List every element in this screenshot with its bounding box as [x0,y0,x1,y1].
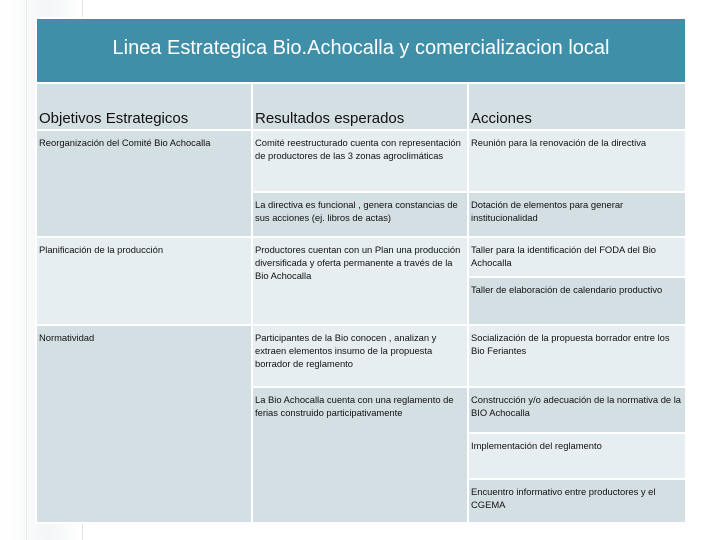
accion-cell: Socialización de la propuesta borrador entre los Bio Feriantes [468,325,686,387]
objetivo-cell: Reorganización del Comité Bio Achocalla [36,130,252,237]
resultado-cell: La Bio Achocalla cuenta con una reglamento de ferias construido participativamente [252,387,468,523]
resultado-cell: La directiva es funcional , genera constancias de sus acciones (ej. libros de actas) [252,192,468,237]
objetivo-cell: Planificación de la producción [36,237,252,325]
slide-title: Linea Estrategica Bio.Achocalla y comercializacion local [36,18,686,83]
header-objetivos: Objetivos Estrategicos [36,83,252,130]
strategy-table [35,17,687,524]
resultado-cell: Comité reestructurado cuenta con representación de productores de las 3 zonas agroclimáticas [252,130,468,192]
table-row [36,130,686,192]
accion-cell: Dotación de elementos para generar institucionalidad [468,192,686,237]
header-row [36,83,686,130]
accion-cell: Encuentro informativo entre productores y el CGEMA [468,479,686,523]
title-row [36,18,686,83]
accion-cell: Reunión para la renovación de la directiva [468,130,686,192]
accion-cell: Taller de elaboración de calendario productivo [468,277,686,325]
accion-cell: Taller para la identificación del FODA del Bio Achocalla [468,237,686,277]
accion-cell: Implementación del reglamento [468,433,686,479]
header-acciones: Acciones [468,83,686,130]
resultado-cell: Participantes de la Bio conocen , analizan y extraen elementos insumo de la propuesta borrador de reglamento [252,325,468,387]
table-row [36,237,686,277]
table-row [36,325,686,387]
slide-decoration-line [26,0,27,540]
accion-cell: Construcción y/o adecuación de la normativa de la BIO Achocalla [468,387,686,433]
objetivo-cell: Normatividad [36,325,252,523]
resultado-cell: Productores cuentan con un Plan una producción diversificada y oferta permanente a través de la Bio Achocalla [252,237,468,325]
header-resultados: Resultados esperados [252,83,468,130]
